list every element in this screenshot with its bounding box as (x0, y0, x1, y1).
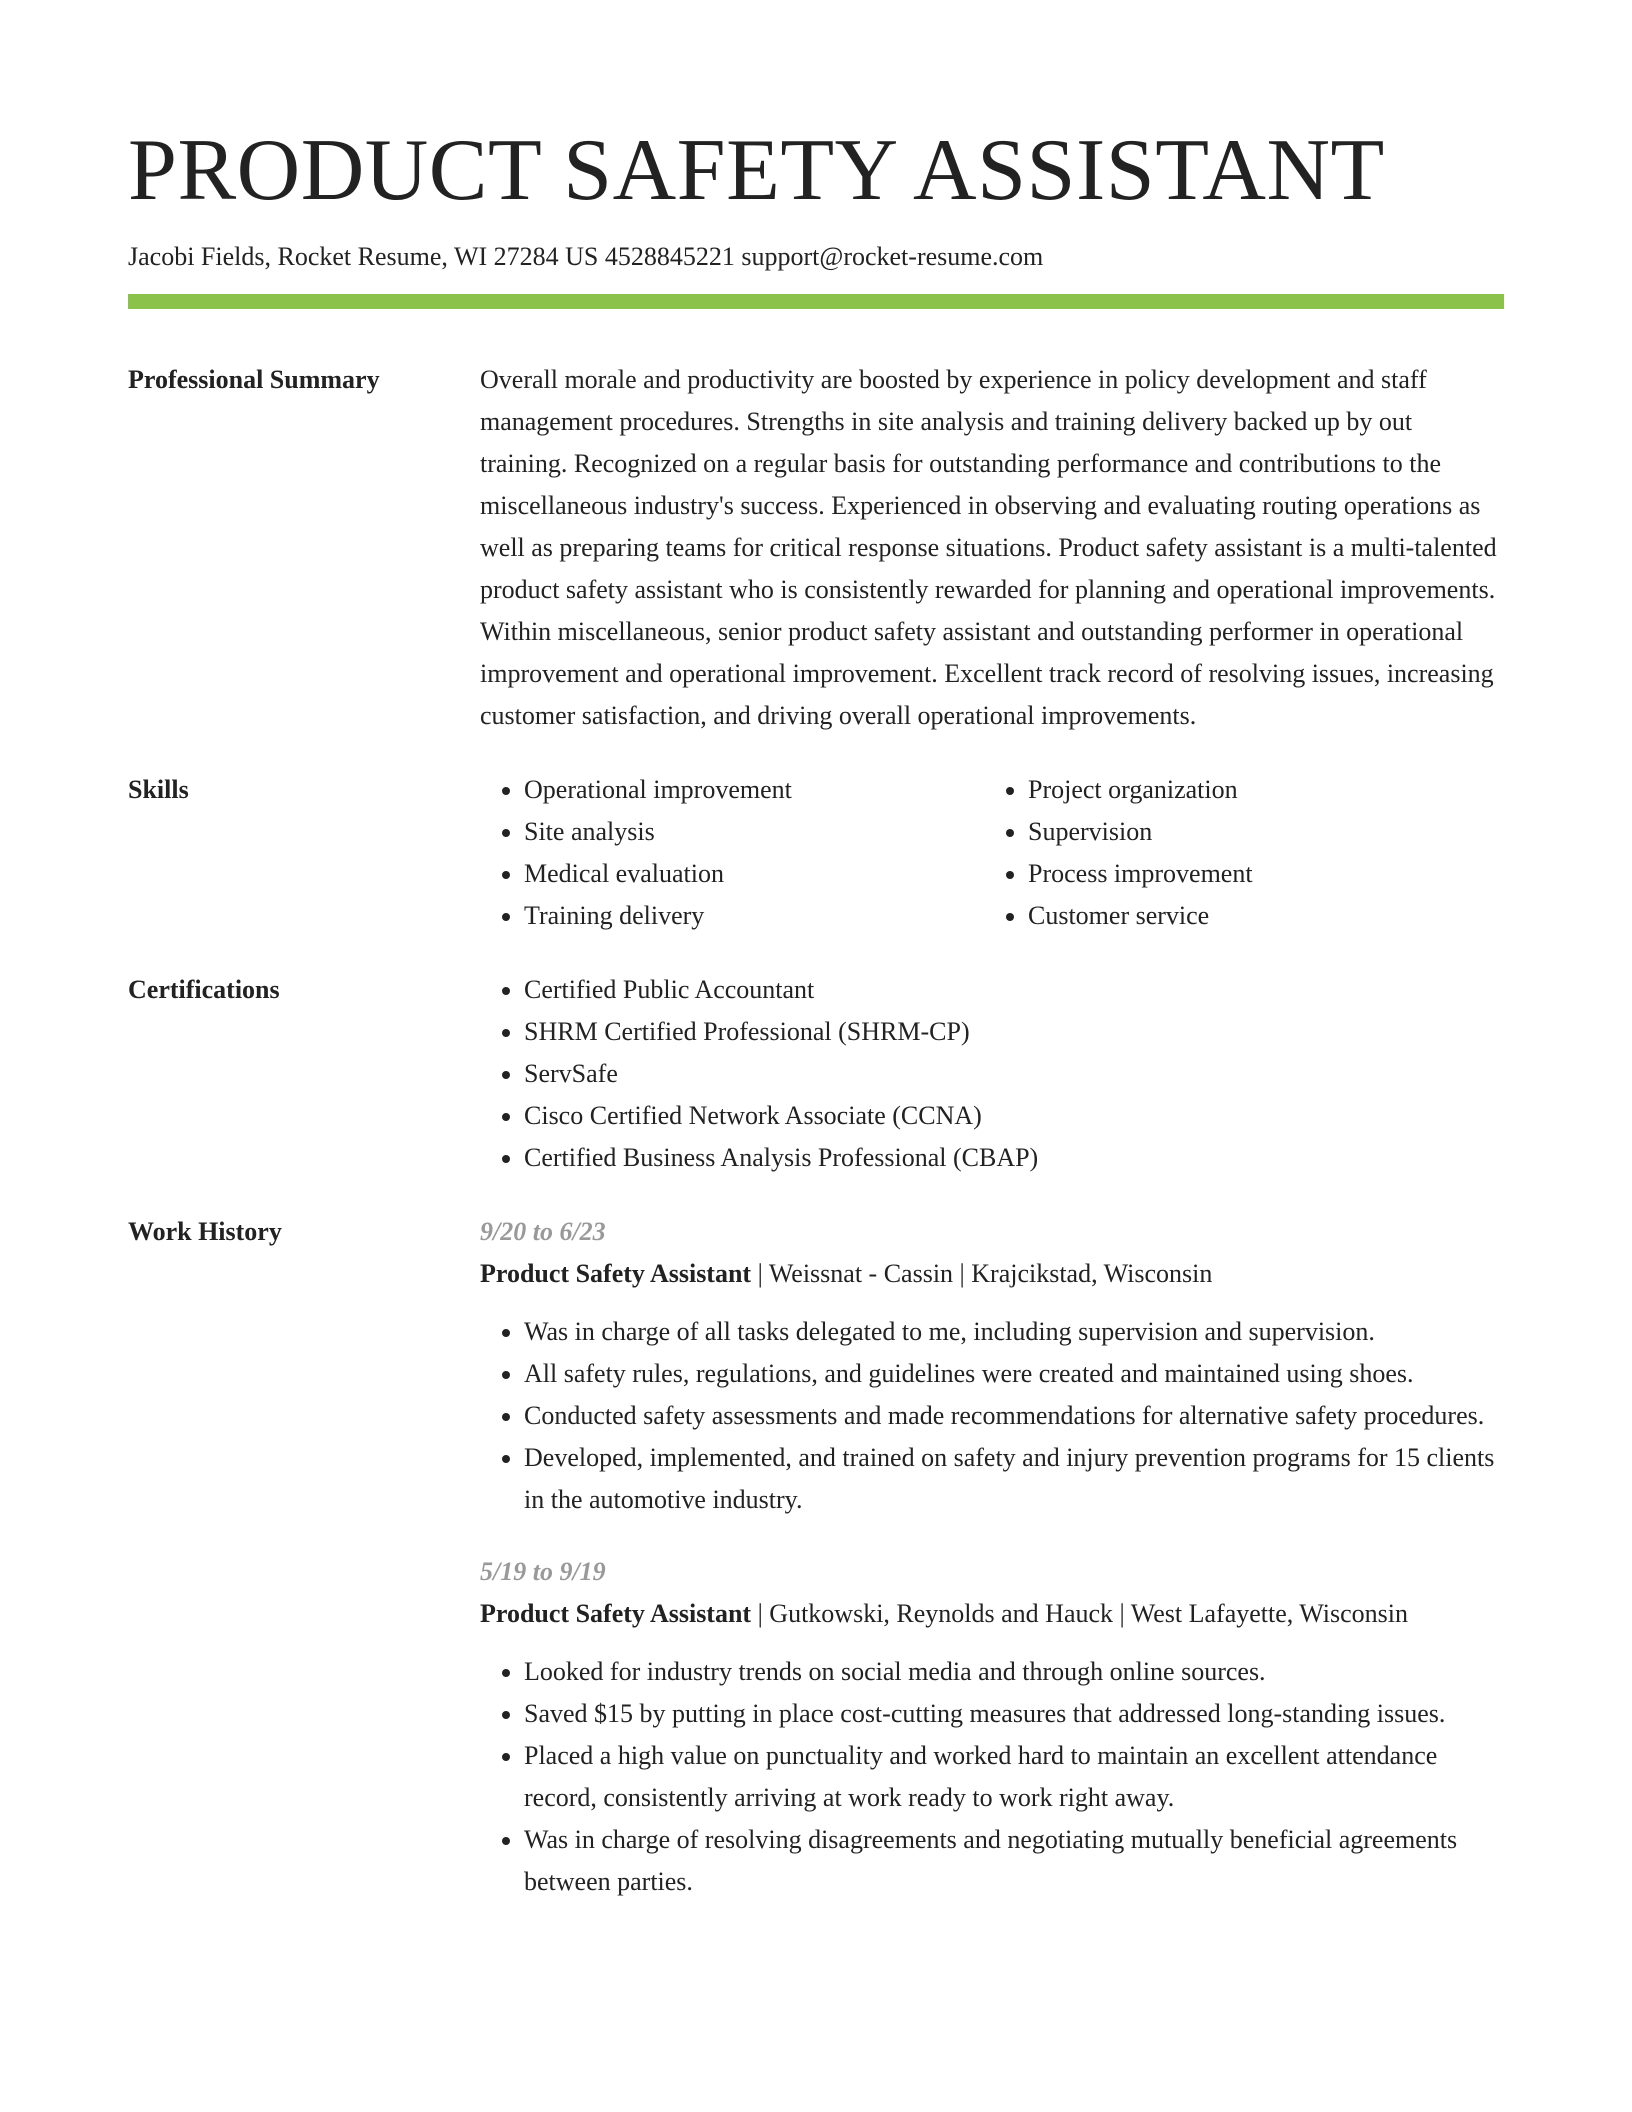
accent-divider (128, 294, 1504, 309)
contact-address: Rocket Resume, WI 27284 US (277, 242, 599, 271)
job-entry (480, 1551, 1504, 1903)
work-history-section (128, 1211, 1504, 1903)
certification-item: • Cisco Certified Network Associate (CCNA) (524, 1095, 1504, 1137)
job-bullet: • Developed, implemented, and trained on safety and injury prevention programs for 15 clients in the automotive industry. (524, 1437, 1504, 1521)
certification-item: • Certified Public Accountant (524, 969, 1504, 1011)
skill-item: • Project organization (1028, 769, 1528, 811)
job-bullets (480, 1651, 1504, 1903)
summary-section (128, 359, 1504, 737)
certification-item: • SHRM Certified Professional (SHRM-CP) (524, 1011, 1504, 1053)
skill-item: • Supervision (1028, 811, 1528, 853)
job-header (480, 1593, 1504, 1635)
job-title: Product Safety Assistant (480, 1259, 752, 1288)
job-entry (480, 1211, 1504, 1521)
job-bullet: • Conducted safety assessments and made recommendations for alternative safety procedures. (524, 1395, 1504, 1437)
certifications-body (480, 969, 1504, 1179)
summary-body (480, 359, 1504, 737)
contact-line (128, 240, 1504, 274)
contact-email: support@rocket-resume.com (741, 242, 1044, 271)
contact-phone: 4528845221 (604, 242, 735, 271)
skills-grid (480, 769, 1528, 937)
job-bullet: • All safety rules, regulations, and guidelines were created and maintained using shoes. (524, 1353, 1504, 1395)
skill-item: • Training delivery (524, 895, 984, 937)
certifications-section (128, 969, 1504, 1179)
skill-item: • Medical evaluation (524, 853, 984, 895)
skills-column-1 (480, 769, 984, 937)
job-bullet: • Was in charge of resolving disagreements and negotiating mutually beneficial agreements between parties. (524, 1819, 1504, 1903)
job-details: | Gutkowski, Reynolds and Hauck | West Lafayette, Wisconsin (751, 1599, 1409, 1628)
skills-body (480, 769, 1528, 937)
job-dates: 9/20 to 6/23 (480, 1217, 606, 1246)
skills-column-2 (984, 769, 1528, 937)
job-dates: 5/19 to 9/19 (480, 1557, 606, 1586)
job-bullet: • Was in charge of all tasks delegated to me, including supervision and supervision. (524, 1311, 1504, 1353)
skill-item: • Operational improvement (524, 769, 984, 811)
job-header (480, 1253, 1504, 1295)
contact-name: Jacobi Fields, (128, 242, 271, 271)
skill-item: • Process improvement (1028, 853, 1528, 895)
certifications-list (480, 969, 1504, 1179)
skills-section (128, 769, 1504, 937)
job-details: | Weissnat - Cassin | Krajcikstad, Wisconsin (751, 1259, 1213, 1288)
job-bullet: • Placed a high value on punctuality and worked hard to maintain an excellent attendance record, consistently arriving at work ready to work right away. (524, 1735, 1504, 1819)
skills-heading: Skills (128, 775, 189, 804)
job-bullets (480, 1311, 1504, 1521)
job-bullet: • Looked for industry trends on social media and through online sources. (524, 1651, 1504, 1693)
skill-item: • Site analysis (524, 811, 984, 853)
work-history-heading: Work History (128, 1217, 282, 1246)
work-history-body (480, 1211, 1504, 1903)
certification-item: • Certified Business Analysis Professional (CBAP) (524, 1137, 1504, 1179)
certification-item: • ServSafe (524, 1053, 1504, 1095)
skill-item: • Customer service (1028, 895, 1528, 937)
certifications-heading: Certifications (128, 975, 280, 1004)
resume-title: PRODUCT SAFETY ASSISTANT (128, 122, 1385, 219)
job-title: Product Safety Assistant (480, 1599, 752, 1628)
summary-text: Overall morale and productivity are boosted by experience in policy development and staff management procedures. Strengths in site analysis and training delivery backed up by out training. Recognized on a regular basis for outstanding performance and contributions to the miscellaneous industry's success. Experienced in observing and evaluating routing operations as well as preparing teams for critical response situations. Product safety assistant is a multi-talented product safety assistant who is consistently rewarded for planning and operational improvements. Within miscellaneous, senior product safety assistant and outstanding performer in operational improvement and operational improvement. Excellent track record of resolving issues, increasing customer satisfaction, and driving overall operational improvements. (480, 365, 1497, 730)
resume-page (128, 0, 1504, 1903)
job-bullet: • Saved $15 by putting in place cost-cutting measures that addressed long-standing issues. (524, 1693, 1504, 1735)
summary-heading: Professional Summary (128, 365, 380, 394)
